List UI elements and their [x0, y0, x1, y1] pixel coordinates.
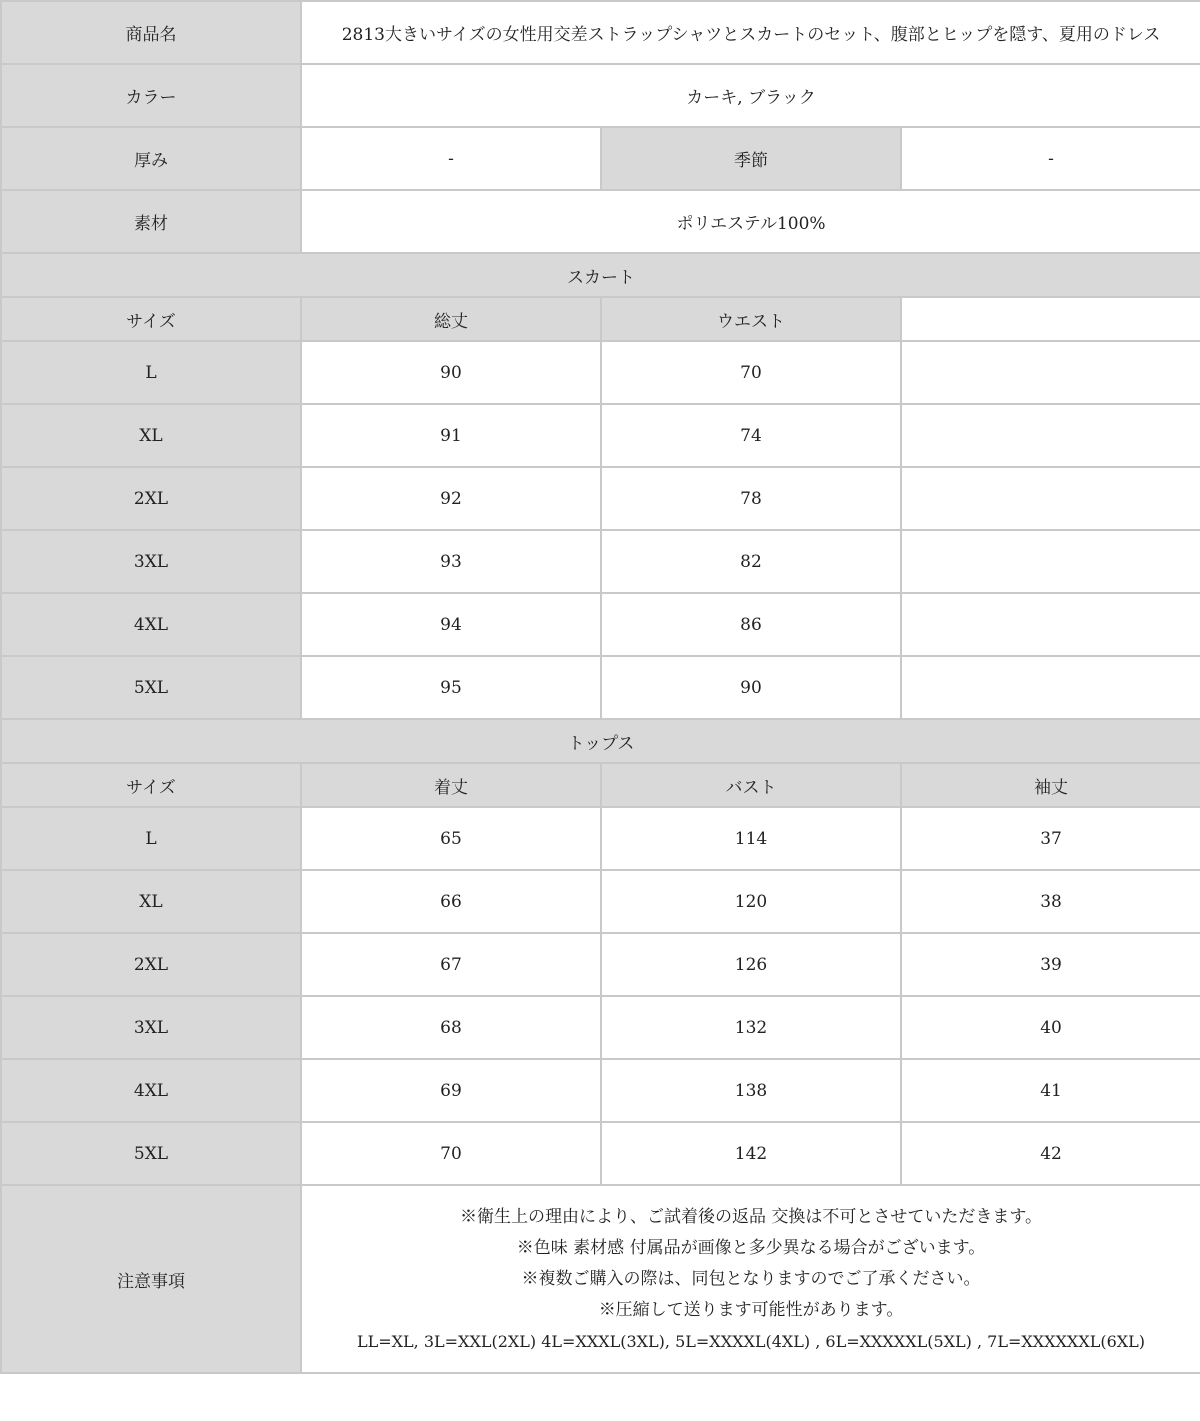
tops-row: [1, 933, 1200, 996]
skirt-row: [1, 404, 1200, 467]
skirt-section-row: [1, 253, 1200, 297]
color-row: [1, 64, 1200, 127]
skirt-header-length: 総丈: [301, 297, 601, 341]
color-value: カーキ, ブラック: [301, 64, 1200, 127]
skirt-row: [1, 530, 1200, 593]
skirt-length: 92: [301, 467, 601, 530]
notes-row: [1, 1185, 1200, 1373]
skirt-extra: [901, 656, 1200, 719]
product-name-row: [1, 1, 1200, 64]
tops-length: 65: [301, 807, 601, 870]
skirt-waist: 82: [601, 530, 901, 593]
tops-row: [1, 807, 1200, 870]
notes-label: 注意事項: [1, 1185, 301, 1373]
thickness-label: 厚み: [1, 127, 301, 190]
tops-length: 66: [301, 870, 601, 933]
tops-length: 69: [301, 1059, 601, 1122]
tops-bust: 142: [601, 1122, 901, 1185]
skirt-row: [1, 341, 1200, 404]
skirt-length: 90: [301, 341, 601, 404]
tops-bust: 114: [601, 807, 901, 870]
tops-sleeve: 41: [901, 1059, 1200, 1122]
product-name-label: 商品名: [1, 1, 301, 64]
season-label: 季節: [601, 127, 901, 190]
tops-bust: 132: [601, 996, 901, 1059]
season-value: -: [901, 127, 1200, 190]
tops-header-length: 着丈: [301, 763, 601, 807]
tops-size: XL: [1, 870, 301, 933]
thickness-season-row: [1, 127, 1200, 190]
skirt-row: [1, 467, 1200, 530]
skirt-row: [1, 593, 1200, 656]
notes-line: ※圧縮して送ります可能性があります。: [598, 1299, 904, 1320]
skirt-length: 95: [301, 656, 601, 719]
skirt-extra: [901, 530, 1200, 593]
skirt-size: 4XL: [1, 593, 301, 656]
tops-size: 4XL: [1, 1059, 301, 1122]
skirt-size: 2XL: [1, 467, 301, 530]
skirt-size: XL: [1, 404, 301, 467]
thickness-value: -: [301, 127, 601, 190]
material-label: 素材: [1, 190, 301, 253]
tops-header-bust: バスト: [601, 763, 901, 807]
skirt-extra: [901, 593, 1200, 656]
skirt-length: 91: [301, 404, 601, 467]
tops-header-size: サイズ: [1, 763, 301, 807]
skirt-header-row: [1, 297, 1200, 341]
size-conversion-line: LL=XL, 3L=XXL(2XL) 4L=XXXL(3XL), 5L=XXXXL(4XL) , 6L=XXXXXL(5XL) , 7L=XXXXXXL(6XL): [357, 1331, 1146, 1351]
tops-row: [1, 1122, 1200, 1185]
material-value: ポリエステル100%: [301, 190, 1200, 253]
skirt-waist: 86: [601, 593, 901, 656]
skirt-header-waist: ウエスト: [601, 297, 901, 341]
skirt-extra: [901, 467, 1200, 530]
skirt-size: L: [1, 341, 301, 404]
tops-section-row: [1, 719, 1200, 763]
skirt-waist: 78: [601, 467, 901, 530]
material-row: [1, 190, 1200, 253]
skirt-length: 93: [301, 530, 601, 593]
product-name-value: 2813大きいサイズの女性用交差ストラップシャツとスカートのセット、腹部とヒップを隠す、夏用のドレス: [301, 1, 1200, 64]
tops-header-row: [1, 763, 1200, 807]
tops-size: 3XL: [1, 996, 301, 1059]
skirt-extra: [901, 404, 1200, 467]
tops-bust: 126: [601, 933, 901, 996]
tops-bust: 138: [601, 1059, 901, 1122]
skirt-extra: [901, 341, 1200, 404]
tops-length: 70: [301, 1122, 601, 1185]
tops-sleeve: 38: [901, 870, 1200, 933]
tops-sleeve: 42: [901, 1122, 1200, 1185]
skirt-section-title: スカート: [1, 253, 1200, 297]
skirt-waist: 90: [601, 656, 901, 719]
notes-line: ※複数ご購入の際は、同包となりますのでご了承ください。: [521, 1268, 981, 1289]
tops-length: 67: [301, 933, 601, 996]
skirt-header-empty: [901, 297, 1200, 341]
notes-line: ※色味 素材感 付属品が画像と多少異なる場合がございます。: [516, 1237, 986, 1258]
color-label: カラー: [1, 64, 301, 127]
tops-section-title: トップス: [1, 719, 1200, 763]
tops-row: [1, 996, 1200, 1059]
tops-sleeve: 40: [901, 996, 1200, 1059]
tops-size: L: [1, 807, 301, 870]
notes-line: ※衛生上の理由により、ご試着後の返品 交換は不可とさせていただきます。: [459, 1206, 1043, 1227]
skirt-size: 5XL: [1, 656, 301, 719]
tops-row: [1, 1059, 1200, 1122]
skirt-waist: 70: [601, 341, 901, 404]
skirt-row: [1, 656, 1200, 719]
skirt-header-size: サイズ: [1, 297, 301, 341]
tops-row: [1, 870, 1200, 933]
tops-sleeve: 39: [901, 933, 1200, 996]
tops-bust: 120: [601, 870, 901, 933]
skirt-waist: 74: [601, 404, 901, 467]
tops-size: 2XL: [1, 933, 301, 996]
tops-length: 68: [301, 996, 601, 1059]
tops-size: 5XL: [1, 1122, 301, 1185]
skirt-size: 3XL: [1, 530, 301, 593]
skirt-length: 94: [301, 593, 601, 656]
tops-sleeve: 37: [901, 807, 1200, 870]
tops-header-sleeve: 袖丈: [901, 763, 1200, 807]
notes-content: [301, 1185, 1200, 1373]
